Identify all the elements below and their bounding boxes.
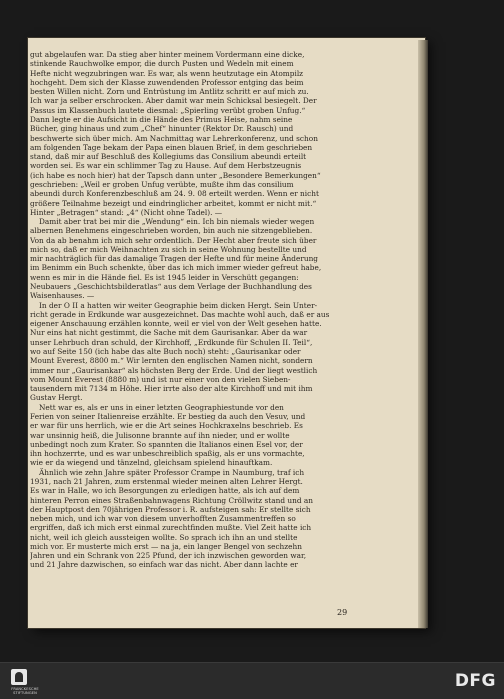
text-line: unbedingt noch zum Krater. So spannten die Italianos einen Esel vor, der [30, 439, 303, 449]
text-line: Waisenhauses. — [30, 291, 95, 301]
text-line: ergriffen, daß ich mich erst einmal zurechtfinden mußte. Viel Zeit hatte ich [30, 523, 312, 533]
text-line: stinkende Rauchwolke empor, die durch Pusten und Wedeln mit einem [30, 59, 294, 69]
text-line: Bücher, ging hinaus und zum „Chef“ hinunter (Rektor Dr. Rausch) und [30, 124, 294, 134]
text-line: Neubauers „Geschichtsbilderatlas“ aus dem Verlage der Buchhandlung des [30, 282, 312, 292]
franckesche-stiftungen-logo[interactable] [6, 669, 39, 695]
viewer-footer [0, 662, 504, 699]
text-line: wo auf Seite 150 (ich habe das alte Buch noch) steht: „Gaurisankar oder [30, 347, 301, 356]
text-line: mich vor. Er musterte mich erst — na ja, ein langer Bengel von sechzehn [30, 541, 302, 551]
text-line: Damit aber trat bei mir die „Wendung“ ein. Ich bin niemals wieder wegen [39, 217, 315, 227]
text-line: mich so, daß er mich Weihnachten zu sich in seine Wohnung bestellte und [30, 244, 307, 254]
text-line: vom Mount Everest (8880 m) und ist nur einer von den vielen Sieben- [30, 374, 291, 384]
text-line: Dann legte er die Aufsicht in die Hände des Primus Heise, nahm seine [30, 114, 293, 124]
text-line: Ähnlich wie zehn Jahre später Professor Crampe in Naumburg, traf ich [39, 467, 305, 477]
text-line: geschrieben: „Weil er groben Unfug verübte, mußte ihm das consilium [30, 179, 294, 189]
text-line: war unsinnig heiß, die Julisonne brannte auf ihn nieder, und er wollte [30, 430, 290, 440]
text-line: ihn hochzerrte, und es war unbeschreiblich spaßig, als er uns vormachte, [30, 449, 305, 459]
text-line: Von da ab benahm ich mich sehr ordentlich. Der Hecht aber freute sich über [30, 235, 317, 245]
logo-caption: FRANCKESCHE STIFTUNGEN [11, 687, 39, 695]
dfg-logo[interactable]: DFG [454, 671, 496, 691]
text-line: Ferien von seiner Italienreise erzählte. Er bestieg da auch den Vesuv, und [30, 411, 306, 421]
text-line: hochgeht. Dem sich der Klasse zuwendenden Professor entging das beim [30, 77, 304, 87]
text-line: Nett war es, als er uns in einer letzten Geographiestunde vor den [39, 402, 284, 412]
text-line: tausendern mit 7134 m Höhe. Hier irrte also der alte Kirchhoff und mit ihm [30, 384, 313, 394]
text-line: wenn es mir in die Hände fiel. Es ist 1945 leider in Verschütt gegangen: [30, 272, 299, 282]
page-number: 29 [337, 608, 348, 617]
page-text [30, 50, 363, 570]
text-line: mir nachträglich für das damalige Tragen der Hefte und für meine Änderung [30, 254, 318, 264]
text-line: worden sei. Es war ein schlimmer Tag zu Hause. Auf dem Herbstzeugnis [30, 161, 302, 171]
text-line: Es war in Halle, wo ich Besorgungen zu erledigen hatte, als ich auf dem [30, 486, 300, 496]
text-line: albernen Benehmens eingeschrieben worden, bin auch nie sitzengeblieben. [30, 226, 313, 236]
text-line: abeundi durch Konferenzbeschluß am 24. 9. 08 erteilt werden. Wenn er nicht [30, 189, 319, 199]
text-line: besten Willen nicht. Zorn und Entrüstung im Antlitz schritt er auf mich zu. [30, 87, 309, 97]
text-line: größere Teilnahme bezeigt und eindringlicher arbeitet, kommt er nicht mit.“ [30, 198, 317, 208]
text-line: gut abgelaufen war. Da stieg aber hinter meinem Vordermann eine dicke, [30, 50, 305, 59]
text-line: Mount Everest, 8800 m.“ Wir lernten den englischen Namen nicht, sondern [30, 356, 313, 366]
text-line: stand, daß mir auf Beschluß des Kollegiums das Consilium abeundi erteilt [30, 152, 307, 162]
text-line: der Hauptpost den 70jährigen Professor i. R. aufsteigen sah: Er stellte sich [30, 504, 311, 514]
text-line: In der O II a hatten wir weiter Geographie beim dicken Hergt. Sein Unter- [39, 300, 318, 310]
text-line: richt gerade in Erdkunde war ausgezeichnet. Das machte wohl auch, daß er aus [30, 309, 330, 319]
text-line: Ich war ja selber erschrocken. Aber damit war mein Schicksal besiegelt. Der [30, 96, 317, 106]
text-line: wie er da wiegend und tänzelnd, gleichsam spielend hinauftkam. [30, 458, 273, 468]
text-line: Hefte nicht wegzubringen war. Es war, als wenn heutzutage ein Atompilz [30, 68, 304, 78]
text-line: neben mich, und ich war von diesem unverhofften Zusammentreffen so [30, 514, 296, 524]
text-line: 1931, nach 21 Jahren, zum erstenmal wieder meinen alten Lehrer Hergt. [30, 476, 303, 486]
text-line: Hinter „Betragen“ stand: „4“ (Nicht ohne Tadel). — [30, 207, 223, 217]
text-line: Jahren und ein Schrank von 225 Pfund, der ich inzwischen geworden war, [30, 551, 307, 561]
text-line: (ich habe es noch hier) hat der Tapsch dann unter „Besondere Bemerkungen“ [30, 170, 321, 180]
text-line: am folgenden Tage bekam der Papa einen blauen Brief, in dem geschrieben [30, 142, 313, 152]
text-line: immer nur „Gaurisankar“ als höchsten Berg der Erde. Und der liegt westlich [30, 365, 318, 375]
text-line: unser Lehrbuch dran schuld, der Kirchhoff, „Erdkunde für Schulen II. Teil“, [30, 337, 313, 347]
text-line: Gustav Hergt. [30, 393, 83, 403]
text-line: Nur eins hat nicht gestimmt, die Sache mit dem Gaurisankar. Aber da war [30, 328, 308, 338]
text-line: eigener Anschauung erzählen konnte, weil er viel von der Welt gesehen hatte. [30, 319, 322, 329]
text-line: hinteren Perron eines Straßenbahnwagens Richtung Cröllwitz stand und an [30, 495, 313, 505]
text-line: er war für uns herrlich, wie er die Art seines Hochkraxelns beschrieb. Es [30, 421, 303, 431]
text-line: und 21 Jahre dazwischen, so einfach war das nicht. Aber dann lachte er [30, 560, 298, 570]
text-line: im Benimm ein Buch schenkte, über das ich mich immer wieder gefreut habe, [30, 263, 322, 273]
building-icon [11, 669, 27, 685]
text-line: Passus im Klassenbuch lautete diesmal: „Spierling verübt groben Unfug.“ [30, 105, 306, 115]
text-line: nicht, weil ich gleich aussteigen wollte. So sprach ich ihn an und stellte [30, 532, 298, 542]
page-edge [418, 40, 428, 628]
text-line: beschwerte sich über mich. Am Nachmittag war Lehrerkonferenz, und schon [30, 133, 318, 143]
